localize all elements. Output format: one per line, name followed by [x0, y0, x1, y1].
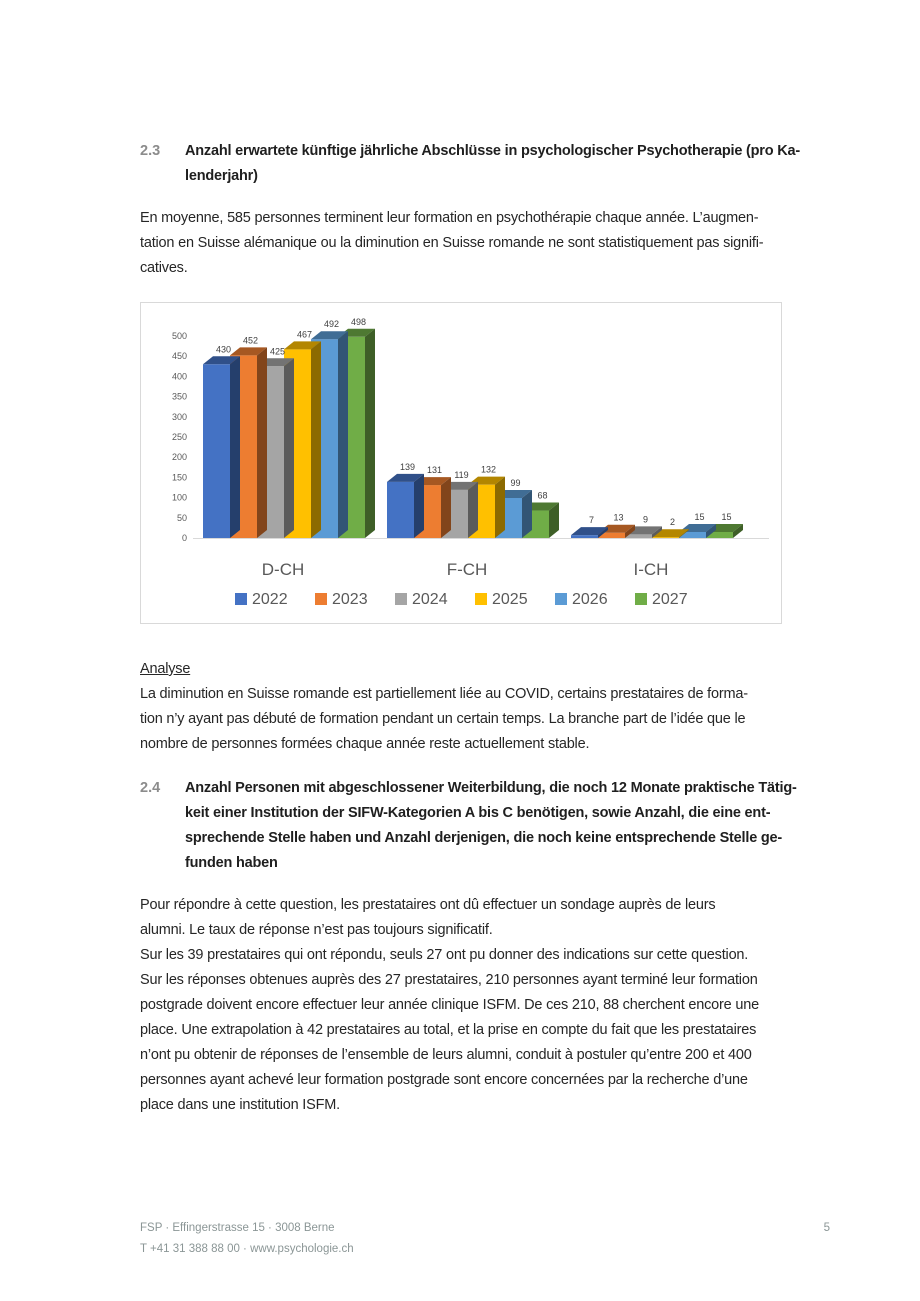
svg-text:2: 2 — [669, 517, 676, 528]
svg-text:0: 0 — [181, 533, 187, 543]
svg-text:467: 467 — [296, 329, 313, 340]
svg-text:2027: 2027 — [652, 591, 688, 608]
svg-text:350: 350 — [171, 391, 187, 402]
svg-text:13: 13 — [613, 512, 624, 523]
svg-text:119: 119 — [454, 469, 469, 480]
svg-text:132: 132 — [480, 464, 497, 475]
svg-text:2022: 2022 — [252, 591, 288, 608]
svg-text:2024: 2024 — [412, 591, 448, 608]
svg-text:430: 430 — [215, 344, 232, 355]
abschluesse-bar-chart — [140, 302, 782, 624]
page-number: 5 — [823, 1222, 830, 1234]
svg-text:68: 68 — [537, 490, 548, 501]
section-2-4-title: Anzahl Personen mit abgeschlossener Weiterbildung, die noch 12 Monate praktische Tätig- keit einer Institution der SIFW-Kategorien A bis C benötigen, sowie Anzahl, die eine ent- sprechende Stelle haben und Anzahl derjenigen, die noch keine entsprechende Stelle ge- funden haben — [185, 780, 797, 871]
svg-text:15: 15 — [721, 511, 732, 522]
svg-text:139: 139 — [399, 461, 416, 472]
svg-text:425: 425 — [269, 346, 286, 357]
section-2-3-heading — [140, 139, 840, 189]
svg-text:D-CH: D-CH — [261, 560, 305, 579]
svg-text:150: 150 — [171, 472, 187, 483]
svg-text:452: 452 — [242, 335, 259, 346]
footer-left — [140, 1218, 354, 1260]
svg-text:131: 131 — [426, 465, 443, 476]
svg-text:9: 9 — [642, 514, 649, 525]
svg-text:2025: 2025 — [492, 591, 528, 608]
svg-text:498: 498 — [350, 316, 367, 327]
svg-text:200: 200 — [171, 452, 187, 463]
page-footer — [140, 1218, 830, 1260]
svg-text:15: 15 — [694, 511, 705, 522]
section-2-4-paragraph: Pour répondre à cette question, les prestataires ont dû effectuer un sondage auprès de leurs alumni. Le taux de réponse n’est pas toujours significatif. Sur les 39 prestataires qui ont répondu, seuls 27 ont pu donner des indications sur cette question. Sur les réponses obtenues auprès des 27 prestataires, 210 personnes ayant terminé leur formation postgrade doivent encore effectuer leur année clinique ISFM. De ces 210, 88 cherchent encore une place. Une extrapolation à 42 prestataires au total, et la prise en compte du fait que les prestataires n’ont pu obtenir de réponses de l’ensemble de leurs alumni, conduit à postuler qu’entre 200 et 400 personnes ayant achevé leur formation postgrade sont encore concernées par la recherche d’une place dans une institution ISFM. — [140, 897, 759, 1113]
analyse-heading: Analyse — [140, 661, 191, 677]
analyse-paragraph: La diminution en Suisse romande est partiellement liée au COVID, certains prestataires de forma- tion n’y ayant pas débuté de formation pendant un certain temps. La branche part de l’idée que le nombre de personnes formées chaque année reste actuellement stable. — [140, 686, 748, 752]
svg-text:450: 450 — [171, 351, 187, 362]
svg-text:7: 7 — [588, 515, 595, 526]
page-content — [140, 139, 840, 1118]
svg-text:500: 500 — [171, 331, 187, 341]
footer-address: FSP · Effingerstrasse 15 · 3008 Berne — [140, 1222, 335, 1234]
svg-text:492: 492 — [323, 319, 340, 330]
svg-text:99: 99 — [510, 478, 521, 489]
svg-text:2026: 2026 — [572, 591, 608, 608]
svg-text:250: 250 — [171, 432, 187, 442]
svg-text:100: 100 — [171, 492, 187, 503]
chart-svg — [141, 303, 781, 623]
section-2-4-number: 2.4 — [140, 780, 161, 796]
svg-text:300: 300 — [171, 411, 187, 422]
svg-text:F-CH: F-CH — [446, 560, 488, 579]
svg-text:50: 50 — [176, 512, 187, 523]
section-2-3-title: Anzahl erwartete künftige jährliche Abschlüsse in psychologischer Psychotherapie (pro Ka- lenderjahr) — [185, 143, 800, 184]
svg-text:I-CH: I-CH — [633, 560, 669, 579]
section-2-3-number: 2.3 — [140, 143, 161, 159]
footer-contact: T +41 31 388 88 00 · www.psychologie.ch — [140, 1243, 354, 1255]
svg-text:400: 400 — [171, 371, 187, 382]
analyse-block — [140, 657, 840, 757]
section-2-3-paragraph: En moyenne, 585 personnes terminent leur formation en psychothérapie chaque année. L’augmen- tation en Suisse alémanique ou la diminution en Suisse romande ne sont statistiquement pas signifi- catives. — [140, 210, 764, 276]
section-2-4-heading — [140, 776, 840, 876]
svg-text:2023: 2023 — [332, 591, 368, 608]
